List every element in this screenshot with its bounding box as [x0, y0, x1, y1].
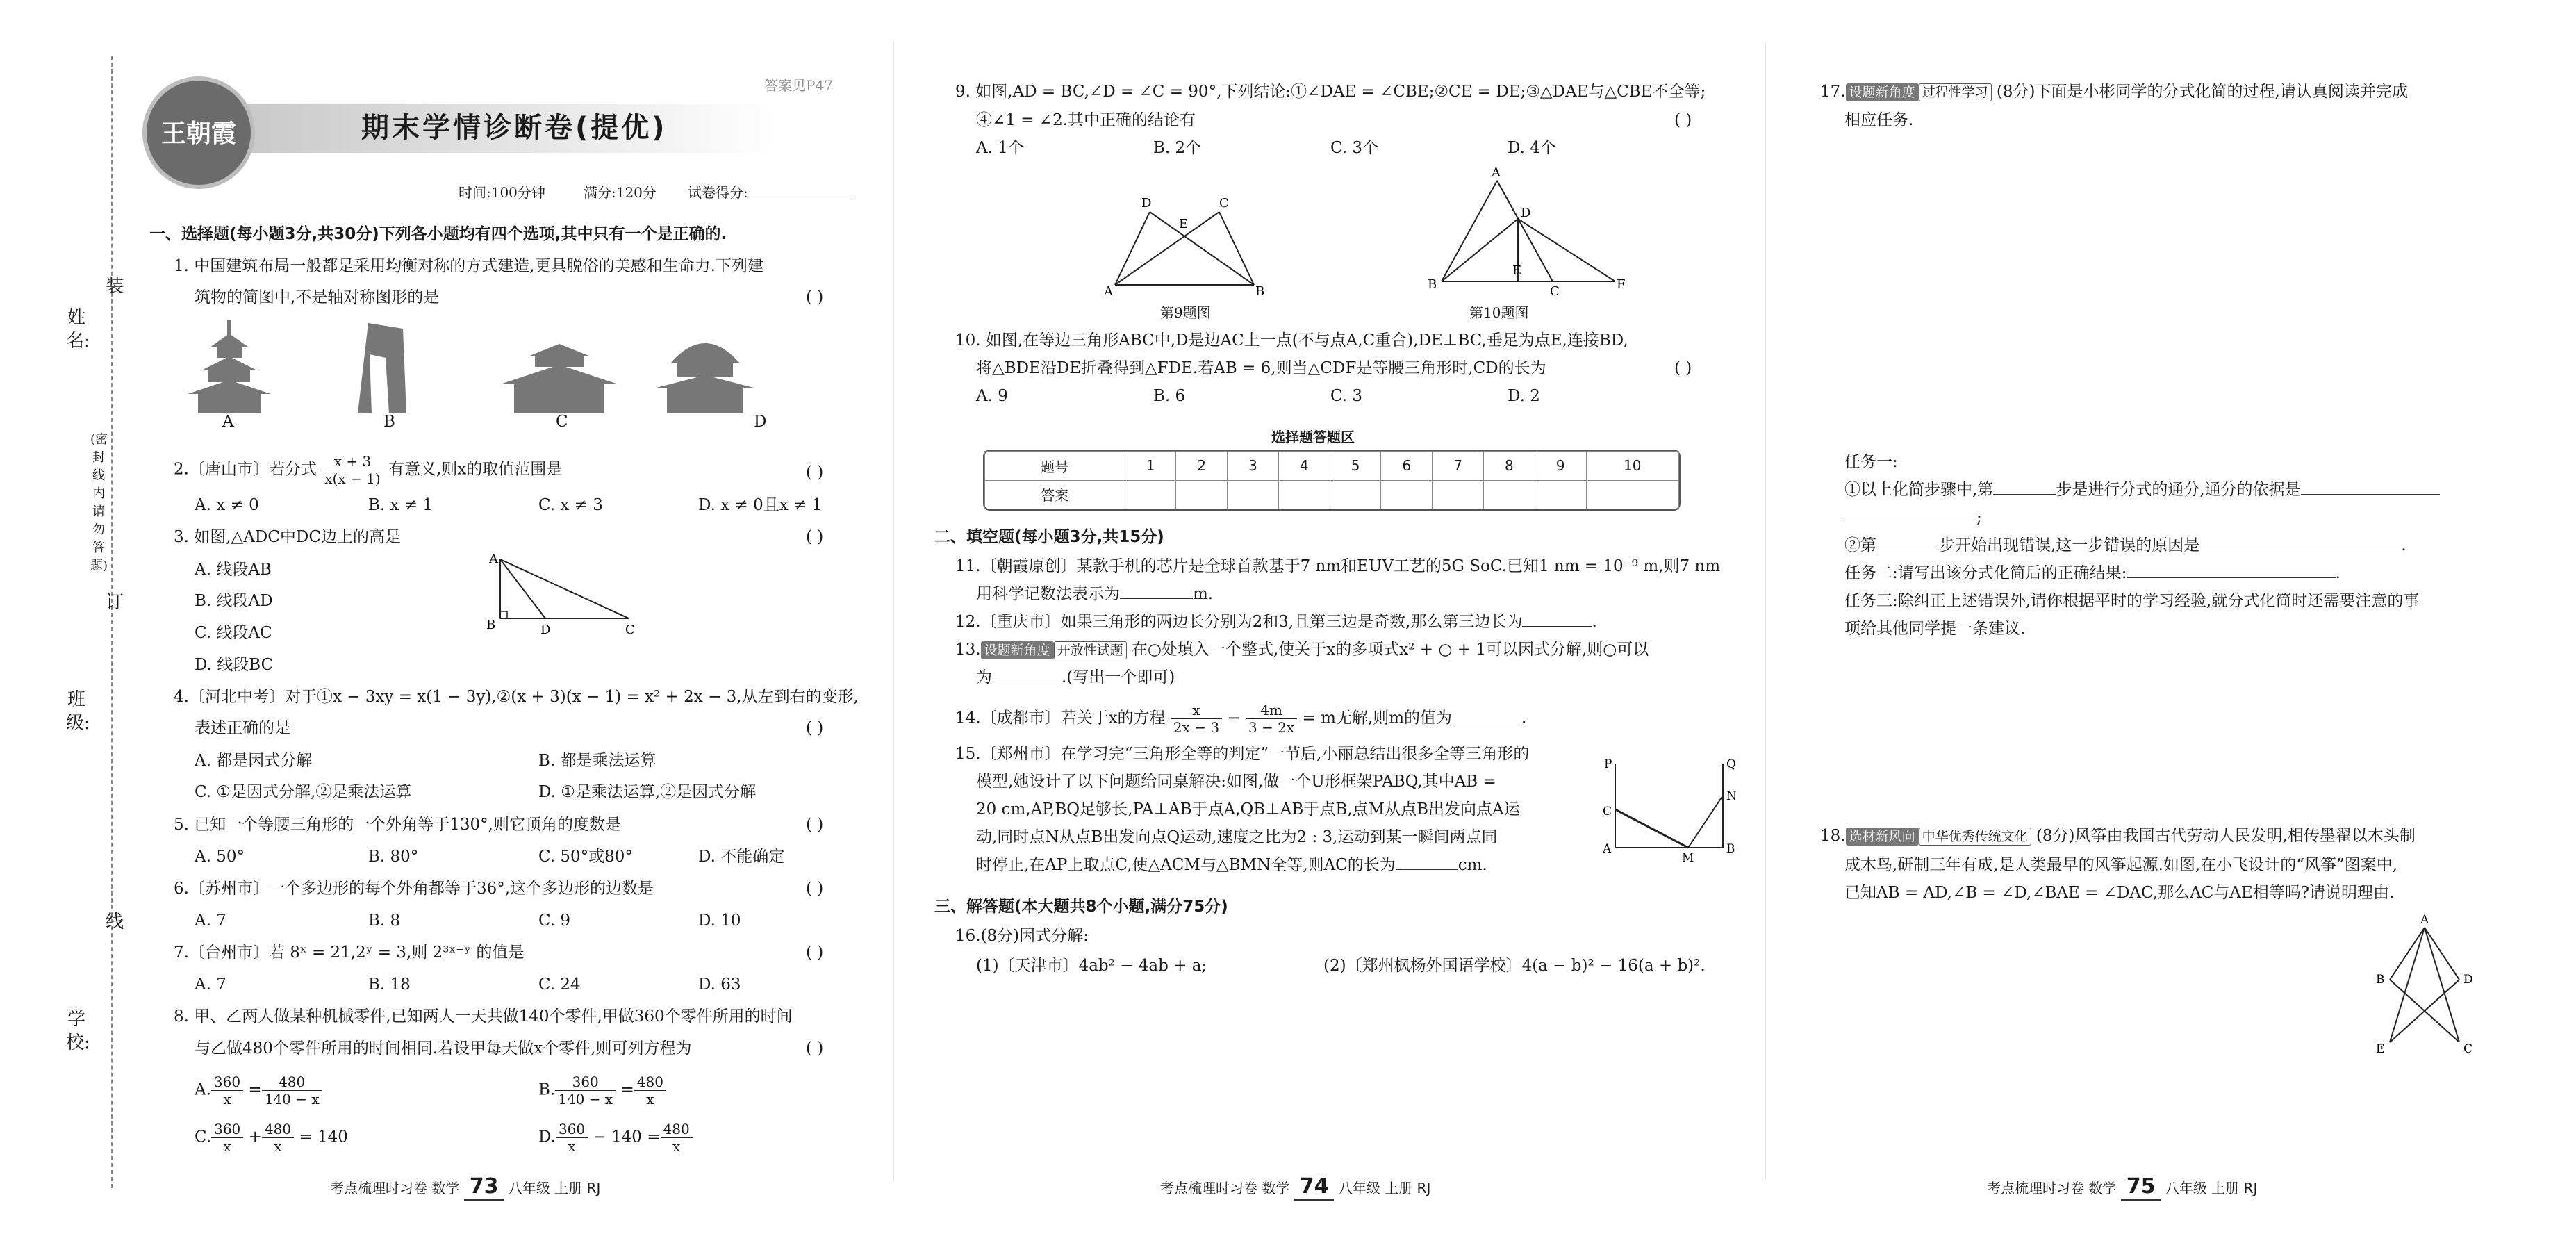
- q10-answer-paren: ( ): [1674, 359, 1692, 377]
- q16-stem: 16.(8分)因式分解:: [955, 927, 1089, 945]
- q5-opt-c: C. 50°或80°: [538, 848, 633, 866]
- q2-answer-paren: ( ): [806, 463, 824, 481]
- task1-part-2: ②第 步开始出现错误,这一步错误的原因是 .: [1844, 536, 2406, 554]
- task1-part-1-cont: ;: [1844, 507, 1982, 528]
- fig18: [2369, 914, 2480, 1063]
- q10-opt-c: C. 3: [1330, 387, 1363, 405]
- svg-text:A: A: [1104, 284, 1113, 299]
- q15-line-4: 动,同时点N从点B出发向点Q运动,速度之比为2 : 3,运动到某一瞬间两点同: [976, 828, 1498, 846]
- q7-opt-a: A. 7: [195, 976, 226, 994]
- q16-part-1: (1)〔天津市〕4ab² − 4ab + a;: [976, 957, 1207, 975]
- q15-line-5: 时停止,在AP上取点C,使△ACM与△BMN全等,则AC的长为 cm.: [976, 856, 1487, 874]
- svg-text:N: N: [1726, 789, 1737, 803]
- q3-opt-d: D. 线段BC: [195, 656, 274, 674]
- answer-grid: [983, 450, 1681, 511]
- svg-text:A: A: [1492, 167, 1501, 180]
- svg-text:E: E: [1512, 263, 1522, 278]
- q13-line-2: 为 .(写出一个即可): [976, 668, 1175, 686]
- q16-part-2: (2)〔郑州枫杨外国语学校〕4(a − b)² − 16(a + b)².: [1323, 957, 1706, 975]
- q1-opt-d: D: [754, 413, 767, 431]
- q7-opt-b: B. 18: [368, 976, 411, 994]
- svg-text:B: B: [1726, 842, 1735, 856]
- task1-part-1: ①以上化简步骤中,第 步是进行分式的通分,通分的依据是: [1844, 479, 2440, 500]
- q17-line-2: 相应任务.: [1844, 111, 1914, 129]
- svg-text:D: D: [1141, 196, 1152, 211]
- q2-opt-a: A. x ≠ 0: [195, 496, 259, 514]
- q2-opt-d: D. x ≠ 0且x ≠ 1: [698, 496, 823, 514]
- brand-logo: 王朝霞: [142, 76, 255, 189]
- page-74: [893, 0, 1765, 1243]
- binding-dashed-line: [111, 56, 113, 1188]
- q10-opt-b: B. 6: [1153, 387, 1186, 405]
- q8-line-2: 与乙做480个零件所用的时间相同.若设甲每天做x个零件,则可列方程为: [195, 1039, 692, 1057]
- svg-text:M: M: [1682, 851, 1694, 865]
- q4-answer-paren: ( ): [806, 719, 824, 737]
- name-label: 姓名:: [66, 307, 90, 352]
- q10-opt-d: D. 2: [1508, 387, 1540, 405]
- q15-line-3: 20 cm,AP,BQ足够长,PA⊥AB于点A,QB⊥AB于点B,点M从点B出发向点A运: [976, 800, 1520, 818]
- q6-opt-d: D. 10: [698, 912, 741, 930]
- fig9: [1101, 195, 1275, 299]
- q9-opt-c: C. 3个: [1330, 139, 1379, 157]
- q8-opt-a: A. $\frac{360}{x}$ = $\frac{480}{140 - x}$: [195, 1073, 322, 1108]
- q2-stem: 2.〔唐山市〕若分式 $\frac{x + 3}{x(x - 1)}$ 有意义,则x的取值范围是: [174, 453, 563, 487]
- seal-char-1: 装: [105, 276, 124, 297]
- answer-grid-header-row: 题号 1 2 3 4 5 6 7 8 9 10: [985, 452, 1679, 481]
- q4-opt-b: B. 都是乘法运算: [538, 752, 657, 770]
- building-b-icon: [358, 323, 406, 413]
- q8-opt-b: B. $\frac{360}{140 - x}$ = $\frac{480}{x}$: [538, 1073, 666, 1108]
- page-73: [0, 0, 893, 1243]
- q1-buildings: [188, 316, 799, 427]
- q18-line-2: 成木鸟,研制三年有成,是人类最早的风筝起源.如图,在小飞设计的“风筝”图案中,: [1844, 856, 2398, 874]
- svg-text:A: A: [2420, 914, 2429, 927]
- q2-opt-c: C. x ≠ 3: [538, 496, 603, 514]
- answer-ref: 答案见P47: [764, 77, 833, 94]
- footer-73: 考点梳理时习卷 数学 73 八年级 上册 RJ: [330, 1174, 600, 1201]
- fig3-label-c: C: [625, 623, 635, 637]
- q2-opt-b: B. x ≠ 1: [368, 496, 434, 514]
- svg-text:B: B: [2376, 973, 2385, 987]
- q1-opt-a: A: [222, 413, 234, 431]
- section-3-heading: 三、解答题(本大题共8个小题,满分75分): [934, 898, 1228, 916]
- q6-stem: 6.〔苏州市〕一个多边形的每个外角都等于36°,这个多边形的边数是: [174, 880, 654, 898]
- svg-text:C: C: [1550, 284, 1560, 299]
- fig9-caption: 第9题图: [1160, 304, 1211, 321]
- q6-opt-b: B. 8: [368, 912, 401, 930]
- q7-opt-c: C. 24: [538, 976, 581, 994]
- task3-line-2: 项给其他同学提一条建议.: [1844, 620, 2026, 638]
- class-label: 班级:: [66, 689, 90, 734]
- q12: 12.〔重庆市〕如果三角形的两边长分别为2和3,且第三边是奇数,那么第三边长为 .: [955, 613, 1597, 631]
- q8-opt-c: C. $\frac{360}{x}$ + $\frac{480}{x}$ = 140: [195, 1121, 348, 1155]
- q15-line-1: 15.〔郑州市〕在学习完“三角形全等的判定”一节后,小丽总结出很多全等三角形的: [955, 745, 1530, 763]
- q9-opt-d: D. 4个: [1508, 139, 1556, 157]
- seal-notice: (密封线内请勿答题): [90, 432, 108, 573]
- page-75: [1765, 0, 2576, 1243]
- q5-opt-b: B. 80°: [368, 848, 419, 866]
- svg-text:B: B: [1255, 284, 1265, 299]
- fig3-label-d: D: [540, 623, 551, 637]
- building-d-icon: [657, 343, 754, 413]
- svg-text:C: C: [2463, 1042, 2473, 1056]
- svg-text:B: B: [1428, 277, 1437, 292]
- q9-line-1: 9. 如图,AD = BC,∠D = ∠C = 90°,下列结论:①∠DAE = ∠CBE;②CE = DE;③△DAE与△CBE不全等;: [955, 83, 1706, 101]
- school-label: 学校:: [66, 1009, 90, 1053]
- q9-line-2: ④∠1 = ∠2.其中正确的结论有: [976, 111, 1196, 129]
- fig3-label-b: B: [486, 618, 496, 632]
- q4-opt-a: A. 都是因式分解: [195, 752, 313, 770]
- fig10-caption: 第10题图: [1469, 304, 1529, 321]
- exam-time: 时间:100分钟: [459, 184, 545, 201]
- q3-answer-paren: ( ): [806, 528, 824, 546]
- q4-line-1: 4.〔河北中考〕对于①x − 3xy = x(1 − 3y),②(x + 3)(x − 1) = x² + 2x − 3,从左到右的变形,: [174, 688, 859, 706]
- svg-text:C: C: [1219, 196, 1229, 211]
- q7-opt-d: D. 63: [698, 976, 741, 994]
- q3-stem: 3. 如图,△ADC中DC边上的高是: [174, 528, 401, 546]
- q5-answer-paren: ( ): [806, 816, 824, 834]
- q4-opt-d: D. ①是乘法运算,②是因式分解: [538, 783, 757, 801]
- q4-opt-c: C. ①是因式分解,②是乘法运算: [195, 783, 412, 801]
- q10-opt-a: A. 9: [976, 387, 1008, 405]
- section-1-heading: 一、选择题(每小题3分,共30分)下列各小题均有四个选项,其中只有一个是正确的.: [149, 225, 727, 243]
- q1-opt-b: B: [383, 413, 395, 431]
- page-title: 期末学情诊断卷(提优): [361, 112, 668, 144]
- footer-75: 考点梳理时习卷 数学 75 八年级 上册 RJ: [1987, 1174, 2257, 1201]
- q1-line-2: 筑物的简图中,不是轴对称图形的是: [195, 288, 440, 306]
- q9-opt-b: B. 2个: [1153, 139, 1202, 157]
- q18-line-3: 已知AB = AD,∠B = ∠D,∠BAE = ∠DAC,那么AC与AE相等吗?请说明理由.: [1844, 884, 2395, 902]
- q14: 14.〔成都市〕若关于x的方程 $\frac{x}{2x - 3}$ − $\frac{4m}{3 - 2x}$ = m无解,则m的值为 .: [955, 702, 1527, 736]
- svg-text:F: F: [1617, 277, 1626, 292]
- task2: 任务二:请写出该分式化简后的正确结果: .: [1844, 564, 2340, 582]
- q3-opt-b: B. 线段AD: [195, 592, 273, 610]
- q9-answer-paren: ( ): [1674, 111, 1692, 129]
- q17-line-1: 17. 设题新角度 过程性学习 (8分)下面是小彬同学的分式化简的过程,请认真阅读并完成: [1820, 83, 2408, 101]
- q5-opt-d: D. 不能确定: [698, 848, 785, 866]
- seal-char-3: 线: [105, 912, 124, 932]
- q10-line-1: 10. 如图,在等边三角形ABC中,D是边AC上一点(不与点A,C重合),DE⊥BC,垂足为点E,连接BD,: [955, 331, 1628, 349]
- svg-text:D: D: [2463, 973, 2473, 987]
- q3-opt-a: A. 线段AB: [195, 561, 272, 579]
- q18-line-1: 18. 选材新风向 中华优秀传统文化 (8分)风筝由我国古代劳动人民发明,相传墨翟以木头制: [1820, 827, 2416, 845]
- q11-line-2: 用科学记数法表示为 m.: [976, 585, 1214, 603]
- svg-text:P: P: [1604, 757, 1612, 771]
- q8-answer-paren: ( ): [806, 1039, 824, 1057]
- svg-text:C: C: [1603, 805, 1612, 818]
- q1-opt-c: C: [556, 413, 568, 431]
- exam-got: 试卷得分:: [688, 182, 852, 203]
- exam-score: 满分:120分: [584, 184, 657, 201]
- q6-opt-c: C. 9: [538, 912, 571, 930]
- q15-line-2: 模型,她设计了以下问题给同桌解决:如图,做一个U形框架PABQ,其中AB =: [976, 773, 1496, 791]
- task1-label: 任务一:: [1844, 453, 1898, 471]
- section-2-heading: 二、填空题(每小题3分,共15分): [934, 528, 1164, 546]
- q11-line-1: 11.〔朝霞原创〕某款手机的芯片是全球首款基于7 nm和EUV工艺的5G SoC.已知1 nm = 10⁻⁹ m,则7 nm: [955, 557, 1721, 575]
- q3-opt-c: C. 线段AC: [195, 624, 272, 642]
- svg-text:Q: Q: [1726, 757, 1736, 771]
- q5-stem: 5. 已知一个等腰三角形的一个外角等于130°,则它顶角的度数是: [174, 816, 621, 834]
- q6-opt-a: A. 7: [195, 912, 226, 930]
- q1-answer-paren: ( ): [806, 288, 824, 306]
- q5-opt-a: A. 50°: [195, 848, 245, 866]
- q10-line-2: 将△BDE沿DE折叠得到△FDE.若AB = 6,则当△CDF是等腰三角形时,CD的长为: [976, 359, 1546, 377]
- q3-figure: [479, 549, 646, 639]
- answer-grid-answer-row: 答案: [985, 480, 1679, 509]
- q9-opt-a: A. 1个: [976, 139, 1024, 157]
- svg-text:E: E: [2376, 1042, 2385, 1056]
- svg-text:D: D: [1521, 206, 1531, 220]
- q4-line-2: 表述正确的是: [195, 719, 290, 737]
- q6-answer-paren: ( ): [806, 880, 824, 898]
- footer-74: 考点梳理时习卷 数学 74 八年级 上册 RJ: [1160, 1174, 1430, 1201]
- seal-char-2: 订: [105, 592, 124, 613]
- q7-answer-paren: ( ): [806, 944, 824, 962]
- q8-line-1: 8. 甲、乙两人做某种机械零件,已知两人一天共做140个零件,甲做360个零件所用的时间: [174, 1007, 793, 1026]
- building-c-icon: [500, 344, 618, 413]
- q8-opt-d: D. $\frac{360}{x}$ − 140 = $\frac{480}{x}$: [538, 1121, 693, 1155]
- svg-text:E: E: [1179, 217, 1189, 231]
- fig10: [1414, 167, 1643, 299]
- q13-line-1: 13. 设题新角度 开放性试题 在○处填入一个整式,使关于x的多项式x² + ○ + 1可以因式分解,则○可以: [955, 641, 1649, 659]
- task3-line-1: 任务三:除纠正上述错误外,请你根据平时的学习经验,就分式化简时还需要注意的事: [1844, 592, 2420, 610]
- building-a-icon: [188, 320, 271, 413]
- q7-stem: 7.〔台州市〕若 8ˣ = 21,2ʸ = 3,则 2³ˣ⁻ʸ 的值是: [174, 944, 525, 962]
- answer-area-title: 选择题答题区: [1271, 429, 1355, 445]
- q1-line-1: 1. 中国建筑布局一般都是采用均衡对称的方式建造,更具脱俗的美感和生命力.下列建: [174, 257, 763, 275]
- fig3-label-a: A: [489, 552, 498, 566]
- svg-text:A: A: [1603, 842, 1612, 856]
